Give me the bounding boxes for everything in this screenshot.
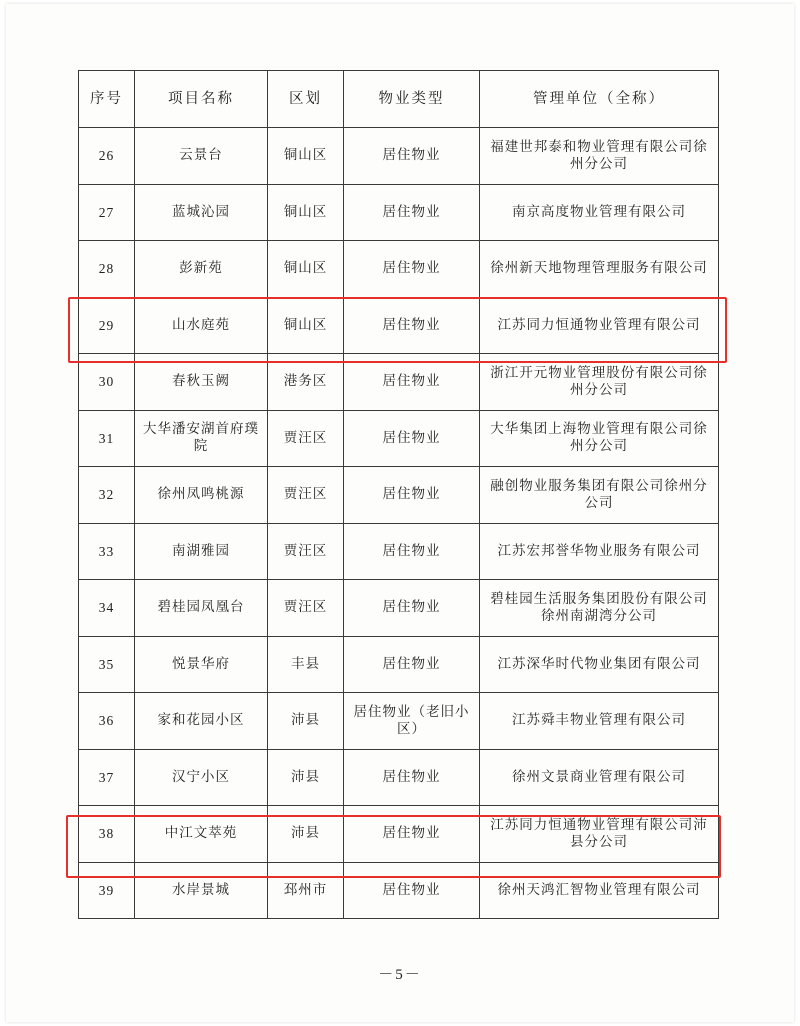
cell-type: 居住物业	[344, 862, 480, 919]
header-type: 物业类型	[344, 71, 480, 128]
cell-index: 26	[79, 128, 135, 185]
cell-district: 贾汪区	[268, 410, 344, 467]
cell-name: 春秋玉阙	[135, 354, 268, 411]
cell-type: 居住物业	[344, 241, 480, 298]
cell-type: 居住物业	[344, 184, 480, 241]
cell-district: 贾汪区	[268, 523, 344, 580]
header-index: 序号	[79, 71, 135, 128]
cell-name: 家和花园小区	[135, 693, 268, 750]
cell-district: 丰县	[268, 636, 344, 693]
cell-district: 沛县	[268, 693, 344, 750]
cell-name: 徐州凤鸣桃源	[135, 467, 268, 524]
cell-type: 居住物业	[344, 297, 480, 354]
cell-manager: 江苏深华时代物业集团有限公司	[480, 636, 719, 693]
cell-manager: 江苏同力恒通物业管理有限公司	[480, 297, 719, 354]
cell-manager: 江苏舜丰物业管理有限公司	[480, 693, 719, 750]
cell-district: 铜山区	[268, 128, 344, 185]
cell-district: 铜山区	[268, 241, 344, 298]
property-table	[78, 70, 719, 919]
cell-type: 居住物业	[344, 128, 480, 185]
cell-index: 39	[79, 862, 135, 919]
cell-district: 铜山区	[268, 297, 344, 354]
cell-name: 南湖雅园	[135, 523, 268, 580]
cell-index: 38	[79, 806, 135, 863]
cell-district: 沛县	[268, 749, 344, 806]
cell-type: 居住物业（老旧小区）	[344, 693, 480, 750]
cell-district: 沛县	[268, 806, 344, 863]
cell-index: 37	[79, 749, 135, 806]
cell-manager: 浙江开元物业管理股份有限公司徐州分公司	[480, 354, 719, 411]
table-row	[79, 693, 719, 750]
cell-manager: 徐州文景商业管理有限公司	[480, 749, 719, 806]
cell-district: 贾汪区	[268, 467, 344, 524]
cell-type: 居住物业	[344, 354, 480, 411]
cell-type: 居住物业	[344, 636, 480, 693]
cell-index: 31	[79, 410, 135, 467]
cell-type: 居住物业	[344, 580, 480, 637]
table-row	[79, 523, 719, 580]
cell-manager: 碧桂园生活服务集团股份有限公司徐州南湖湾分公司	[480, 580, 719, 637]
cell-index: 30	[79, 354, 135, 411]
table-row	[79, 184, 719, 241]
table-row	[79, 354, 719, 411]
header-name: 项目名称	[135, 71, 268, 128]
cell-name: 汉宁小区	[135, 749, 268, 806]
cell-name: 彭新苑	[135, 241, 268, 298]
cell-manager: 徐州新天地物理管理服务有限公司	[480, 241, 719, 298]
table-row	[79, 241, 719, 298]
cell-index: 32	[79, 467, 135, 524]
cell-name: 大华潘安湖首府璞院	[135, 410, 268, 467]
cell-type: 居住物业	[344, 749, 480, 806]
cell-name: 碧桂园凤凰台	[135, 580, 268, 637]
table-row	[79, 749, 719, 806]
cell-index: 28	[79, 241, 135, 298]
header-manager: 管理单位（全称）	[480, 71, 719, 128]
cell-index: 27	[79, 184, 135, 241]
table-row	[79, 467, 719, 524]
cell-manager: 大华集团上海物业管理有限公司徐州分公司	[480, 410, 719, 467]
table-row	[79, 128, 719, 185]
cell-name: 中江文萃苑	[135, 806, 268, 863]
cell-manager: 江苏宏邦誉华物业服务有限公司	[480, 523, 719, 580]
cell-type: 居住物业	[344, 806, 480, 863]
table-row	[79, 297, 719, 354]
cell-manager: 徐州天鸿汇智物业管理有限公司	[480, 862, 719, 919]
cell-district: 贾汪区	[268, 580, 344, 637]
cell-index: 35	[79, 636, 135, 693]
cell-name: 山水庭苑	[135, 297, 268, 354]
table-header-row	[79, 71, 719, 128]
cell-index: 29	[79, 297, 135, 354]
table-row	[79, 806, 719, 863]
table-row	[79, 580, 719, 637]
cell-manager: 南京高度物业管理有限公司	[480, 184, 719, 241]
cell-name: 云景台	[135, 128, 268, 185]
cell-manager: 江苏同力恒通物业管理有限公司沛县分公司	[480, 806, 719, 863]
cell-type: 居住物业	[344, 467, 480, 524]
cell-name: 蓝城沁园	[135, 184, 268, 241]
cell-district: 邳州市	[268, 862, 344, 919]
cell-index: 36	[79, 693, 135, 750]
cell-manager: 福建世邦泰和物业管理有限公司徐州分公司	[480, 128, 719, 185]
cell-name: 水岸景城	[135, 862, 268, 919]
cell-index: 33	[79, 523, 135, 580]
page-number: －5－	[378, 967, 422, 983]
table-row	[79, 862, 719, 919]
header-district: 区划	[268, 71, 344, 128]
cell-type: 居住物业	[344, 523, 480, 580]
cell-district: 铜山区	[268, 184, 344, 241]
table-row	[79, 410, 719, 467]
cell-district: 港务区	[268, 354, 344, 411]
cell-manager: 融创物业服务集团有限公司徐州分公司	[480, 467, 719, 524]
cell-name: 悦景华府	[135, 636, 268, 693]
cell-index: 34	[79, 580, 135, 637]
cell-type: 居住物业	[344, 410, 480, 467]
table-row	[79, 636, 719, 693]
